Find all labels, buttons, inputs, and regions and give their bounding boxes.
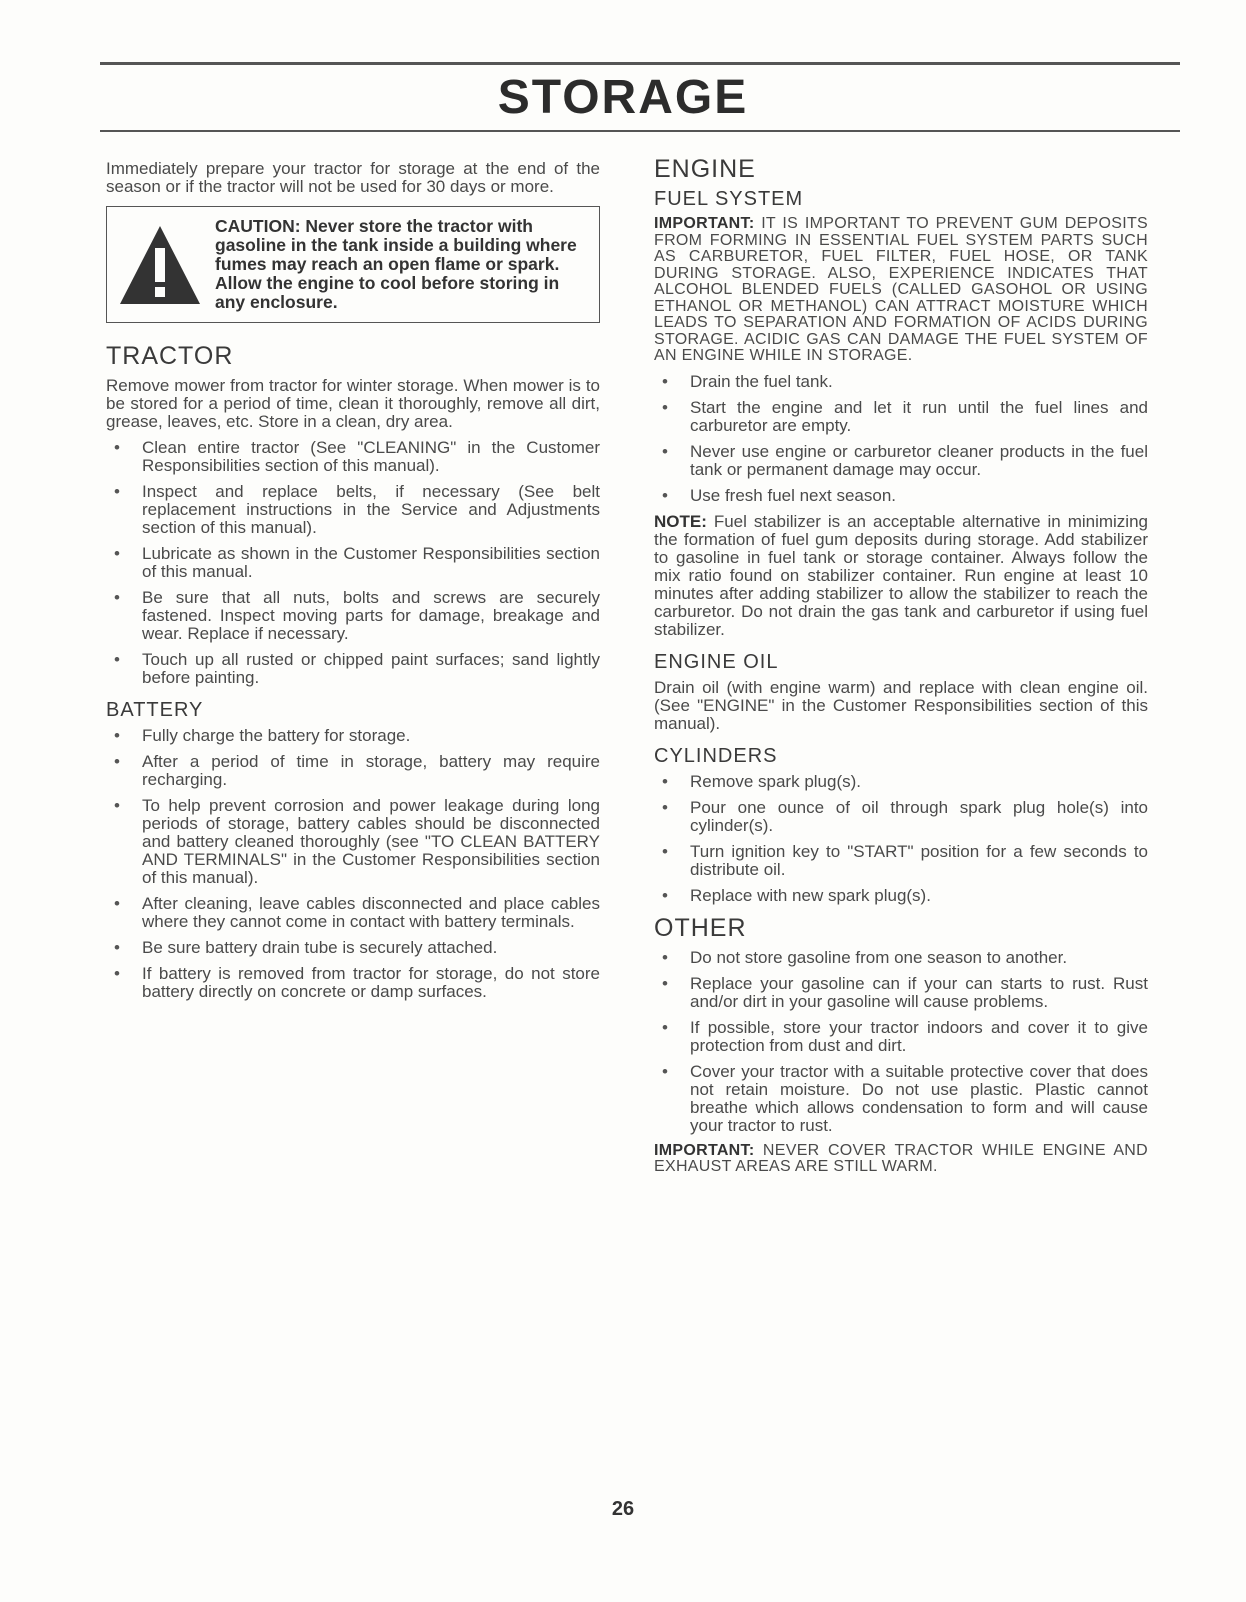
list-item: • Replace your gasoline can if your can starts to rust. Rust and/or dirt in your gasoline will cause problems.: [654, 975, 1148, 1011]
page-title: STORAGE: [497, 71, 749, 124]
list-item: • Drain the fuel tank.: [654, 373, 1148, 391]
list-item: • Inspect and replace belts, if necessary (See belt replacement instructions in the Service and Adjustments section of this manual).: [106, 483, 600, 537]
list-item: • Lubricate as shown in the Customer Responsibilities section of this manual.: [106, 545, 600, 581]
fuel-important: [654, 216, 1148, 365]
fuel-list: [654, 373, 1148, 505]
list-item: • To help prevent corrosion and power leakage during long periods of storage, battery cables should be disconnected and battery cleaned thoroughly (see "TO CLEAN BATTERY AND TERMINALS" in the Customer Responsibilities section of this manual).: [106, 797, 600, 887]
cylinders-list: [654, 773, 1148, 905]
list-item: • Clean entire tractor (See "CLEANING" in the Customer Responsibilities section of this manual).: [106, 439, 600, 475]
fuel-system-heading: FUEL SYSTEM: [654, 188, 804, 210]
important-label: IMPORTANT:: [654, 215, 755, 232]
note-text: Fuel stabilizer is an acceptable alternative in minimizing the formation of fuel gum deposits during storage. Add stabilizer to gasoline in fuel tank or storage container. Always follow the mix ratio found on stabilizer container. Run engine at least 10 minutes after adding stabilizer to allow the stabilizer to reach the carburetor. Do not drain the gas tank and carburetor if using fuel stabilizer.: [654, 511, 1148, 639]
cylinders-heading: CYLINDERS: [654, 744, 778, 767]
list-item: • If battery is removed from tractor for storage, do not store battery directly on concrete or damp surfaces.: [106, 965, 600, 1001]
list-item: • After cleaning, leave cables disconnected and place cables where they cannot come in contact with battery terminals.: [106, 895, 600, 931]
engine-oil-text: Drain oil (with engine warm) and replace with clean engine oil. (See "ENGINE" in the Customer Responsibilities section of this manual).: [654, 677, 1148, 733]
right-column: [654, 155, 1149, 1184]
tractor-list: [106, 439, 600, 687]
important-label: IMPORTANT:: [654, 1141, 755, 1159]
list-item: • If possible, store your tractor indoors and cover it to give protection from dust and dirt.: [654, 1019, 1148, 1055]
list-item: • Touch up all rusted or chipped paint surfaces; sand lightly before painting.: [106, 651, 600, 687]
battery-heading: BATTERY: [106, 699, 204, 721]
list-item: • Cover your tractor with a suitable protective cover that does not retain moisture. Do not use plastic. Plastic cannot breathe which allows condensation to form and will cause your tractor to rust.: [654, 1063, 1148, 1135]
battery-list: [106, 727, 600, 1001]
important-text: NEVER COVER TRACTOR WHILE ENGINE AND EXHAUST AREAS ARE STILL WARM.: [654, 1141, 1149, 1175]
engine-oil-heading: ENGINE OIL: [654, 650, 779, 673]
caution-text: CAUTION: Never store the tractor with gasoline in the tank inside a building where fumes may reach an open flame or spark. Allow the engine to cool before storing in any enclosure.: [215, 216, 577, 312]
list-item: • Turn ignition key to "START" position for a few seconds to distribute oil.: [654, 843, 1148, 879]
warning-icon: [117, 222, 203, 308]
list-item: • After a period of time in storage, battery may require recharging.: [106, 753, 600, 789]
important-text: IT IS IMPORTANT TO PREVENT GUM DEPOSITS FROM FORMING IN ESSENTIAL FUEL SYSTEM PARTS SUCH AS CARBURETOR, FUEL FILTER, FUEL HOSE, OR TANK DURING STORAGE. ALSO, EXPERIENCE INDICATES THAT ALCOHOL BLENDED FUELS (CALLED GASOHOL OR USING ETHANOL OR METHANOL) CAN ATTRACT MOISTURE WHICH LEADS TO SEPARATION AND FORMATION OF ACIDS DURING STORAGE. ACIDIC GAS CAN DAMAGE THE FUEL SYSTEM OF AN ENGINE WHILE IN STORAGE.: [654, 215, 1149, 364]
left-column: [106, 160, 600, 1009]
other-important: [654, 1143, 1148, 1176]
list-item: • Remove spark plug(s).: [654, 773, 1148, 791]
top-rule: [100, 62, 1180, 65]
fuel-note: [654, 513, 1148, 639]
list-item: • Be sure battery drain tube is securely attached.: [106, 939, 600, 957]
page-number: 26: [611, 1498, 635, 1520]
list-item: • Fully charge the battery for storage.: [106, 727, 600, 745]
tractor-heading: TRACTOR: [106, 342, 234, 370]
intro-text: Immediately prepare your tractor for storage at the end of the season or if the tractor will not be used for 30 days or more.: [106, 159, 600, 196]
list-item: • Use fresh fuel next season.: [654, 487, 1148, 505]
list-item: • Start the engine and let it run until the fuel lines and carburetor are empty.: [654, 399, 1148, 435]
other-heading: OTHER: [654, 913, 747, 942]
engine-heading: ENGINE: [654, 155, 756, 183]
list-item: • Never use engine or carburetor cleaner products in the fuel tank or permanent damage may occur.: [654, 443, 1148, 479]
tractor-text: Remove mower from tractor for winter storage. When mower is to be stored for a period of time, clean it thoroughly, remove all dirt, grease, leaves, etc. Store in a clean, dry area.: [106, 376, 600, 431]
note-label: NOTE:: [654, 511, 707, 531]
list-item: • Do not store gasoline from one season to another.: [654, 949, 1148, 967]
bottom-rule: [100, 130, 1180, 132]
list-item: • Be sure that all nuts, bolts and screws are securely fastened. Inspect moving parts for damage, breakage and wear. Replace if necessary.: [106, 589, 600, 643]
other-list: [654, 949, 1148, 1135]
list-item: • Replace with new spark plug(s).: [654, 887, 1148, 905]
caution-box: [106, 206, 600, 323]
list-item: • Pour one ounce of oil through spark plug hole(s) into cylinder(s).: [654, 799, 1148, 835]
